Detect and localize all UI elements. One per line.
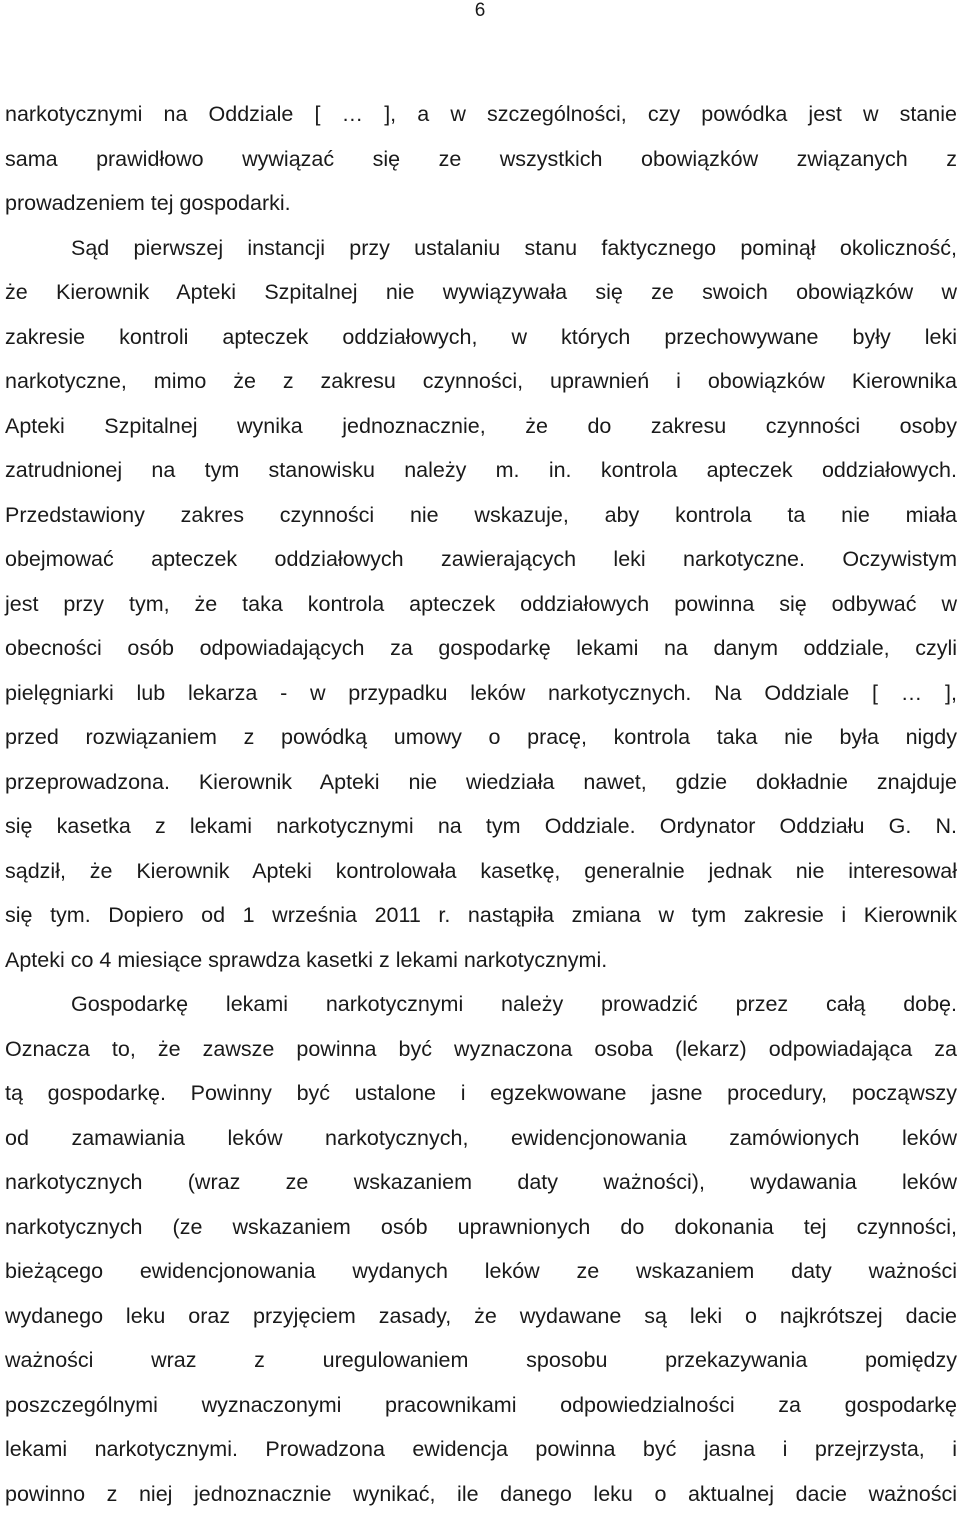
- text-line: przeprowadzona. Kierownik Apteki nie wiedziała nawet, gdzie dokładnie znajduje: [5, 760, 957, 805]
- text-line: tą gospodarkę. Powinny być ustalone i egzekwowane jasne procedury, począwszy: [5, 1071, 957, 1116]
- text-line: bieżącego ewidencjonowania wydanych leków ze wskazaniem daty ważności: [5, 1249, 957, 1294]
- document-body: [5, 92, 957, 1516]
- text-line: obejmować apteczek oddziałowych zawierających leki narkotyczne. Oczywistym: [5, 537, 957, 582]
- text-line: narkotyczne, mimo że z zakresu czynności, uprawnień i obowiązków Kierownika: [5, 359, 957, 404]
- text-line: Przedstawiony zakres czynności nie wskazuje, aby kontrola ta nie miała: [5, 493, 957, 538]
- text-line: zatrudnionej na tym stanowisku należy m. in. kontrola apteczek oddziałowych.: [5, 448, 957, 493]
- text-line: jest przy tym, że taka kontrola apteczek oddziałowych powinna się odbywać w: [5, 582, 957, 627]
- text-line: przed rozwiązaniem z powódką umowy o pracę, kontrola taka nie była nigdy: [5, 715, 957, 760]
- text-line: Sąd pierwszej instancji przy ustalaniu stanu faktycznego pominął okoliczność,: [5, 226, 957, 271]
- text-line: lekami narkotycznymi. Prowadzona ewidencja powinna być jasna i przejrzysta, i: [5, 1427, 957, 1472]
- text-line: narkotycznych (ze wskazaniem osób uprawnionych do dokonania tej czynności,: [5, 1205, 957, 1250]
- paragraph-1: [5, 92, 957, 226]
- text-line: obecności osób odpowiadających za gospodarkę lekami na danym oddziale, czyli: [5, 626, 957, 671]
- text-line: Apteki co 4 miesiące sprawdza kasetki z lekami narkotycznymi.: [5, 938, 957, 983]
- text-line: sądził, że Kierownik Apteki kontrolowała kasetkę, generalnie jednak nie interesował: [5, 849, 957, 894]
- text-line: powinno z niej jednoznacznie wynikać, ile danego leku o aktualnej dacie ważności: [5, 1472, 957, 1516]
- text-line: narkotycznymi na Oddziale [ … ], a w szczególności, czy powódka jest w stanie: [5, 92, 957, 137]
- text-line: się kasetka z lekami narkotycznymi na tym Oddziale. Ordynator Oddziału G. N.: [5, 804, 957, 849]
- text-line: narkotycznych (wraz ze wskazaniem daty ważności), wydawania leków: [5, 1160, 957, 1205]
- text-line: Apteki Szpitalnej wynika jednoznacznie, że do zakresu czynności osoby: [5, 404, 957, 449]
- text-line: od zamawiania leków narkotycznych, ewidencjonowania zamówionych leków: [5, 1116, 957, 1161]
- paragraph-2: [5, 226, 957, 983]
- text-line: Gospodarkę lekami narkotycznymi należy prowadzić przez całą dobę.: [5, 982, 957, 1027]
- text-line: się tym. Dopiero od 1 września 2011 r. nastąpiła zmiana w tym zakresie i Kierownik: [5, 893, 957, 938]
- text-line: Oznacza to, że zawsze powinna być wyznaczona osoba (lekarz) odpowiadająca za: [5, 1027, 957, 1072]
- text-line: poszczególnymi wyznaczonymi pracownikami odpowiedzialności za gospodarkę: [5, 1383, 957, 1428]
- paragraph-3: [5, 982, 957, 1516]
- page-number: 6: [0, 0, 960, 22]
- text-line: sama prawidłowo wywiązać się ze wszystkich obowiązków związanych z: [5, 137, 957, 182]
- text-line: zakresie kontroli apteczek oddziałowych, w których przechowywane były leki: [5, 315, 957, 360]
- text-line: że Kierownik Apteki Szpitalnej nie wywiązywała się ze swoich obowiązków w: [5, 270, 957, 315]
- text-line: pielęgniarki lub lekarza - w przypadku leków narkotycznych. Na Oddziale [ … ],: [5, 671, 957, 716]
- text-line: ważności wraz z uregulowaniem sposobu przekazywania pomiędzy: [5, 1338, 957, 1383]
- text-line: wydanego leku oraz przyjęciem zasady, że wydawane są leki o najkrótszej dacie: [5, 1294, 957, 1339]
- text-line: prowadzeniem tej gospodarki.: [5, 181, 957, 226]
